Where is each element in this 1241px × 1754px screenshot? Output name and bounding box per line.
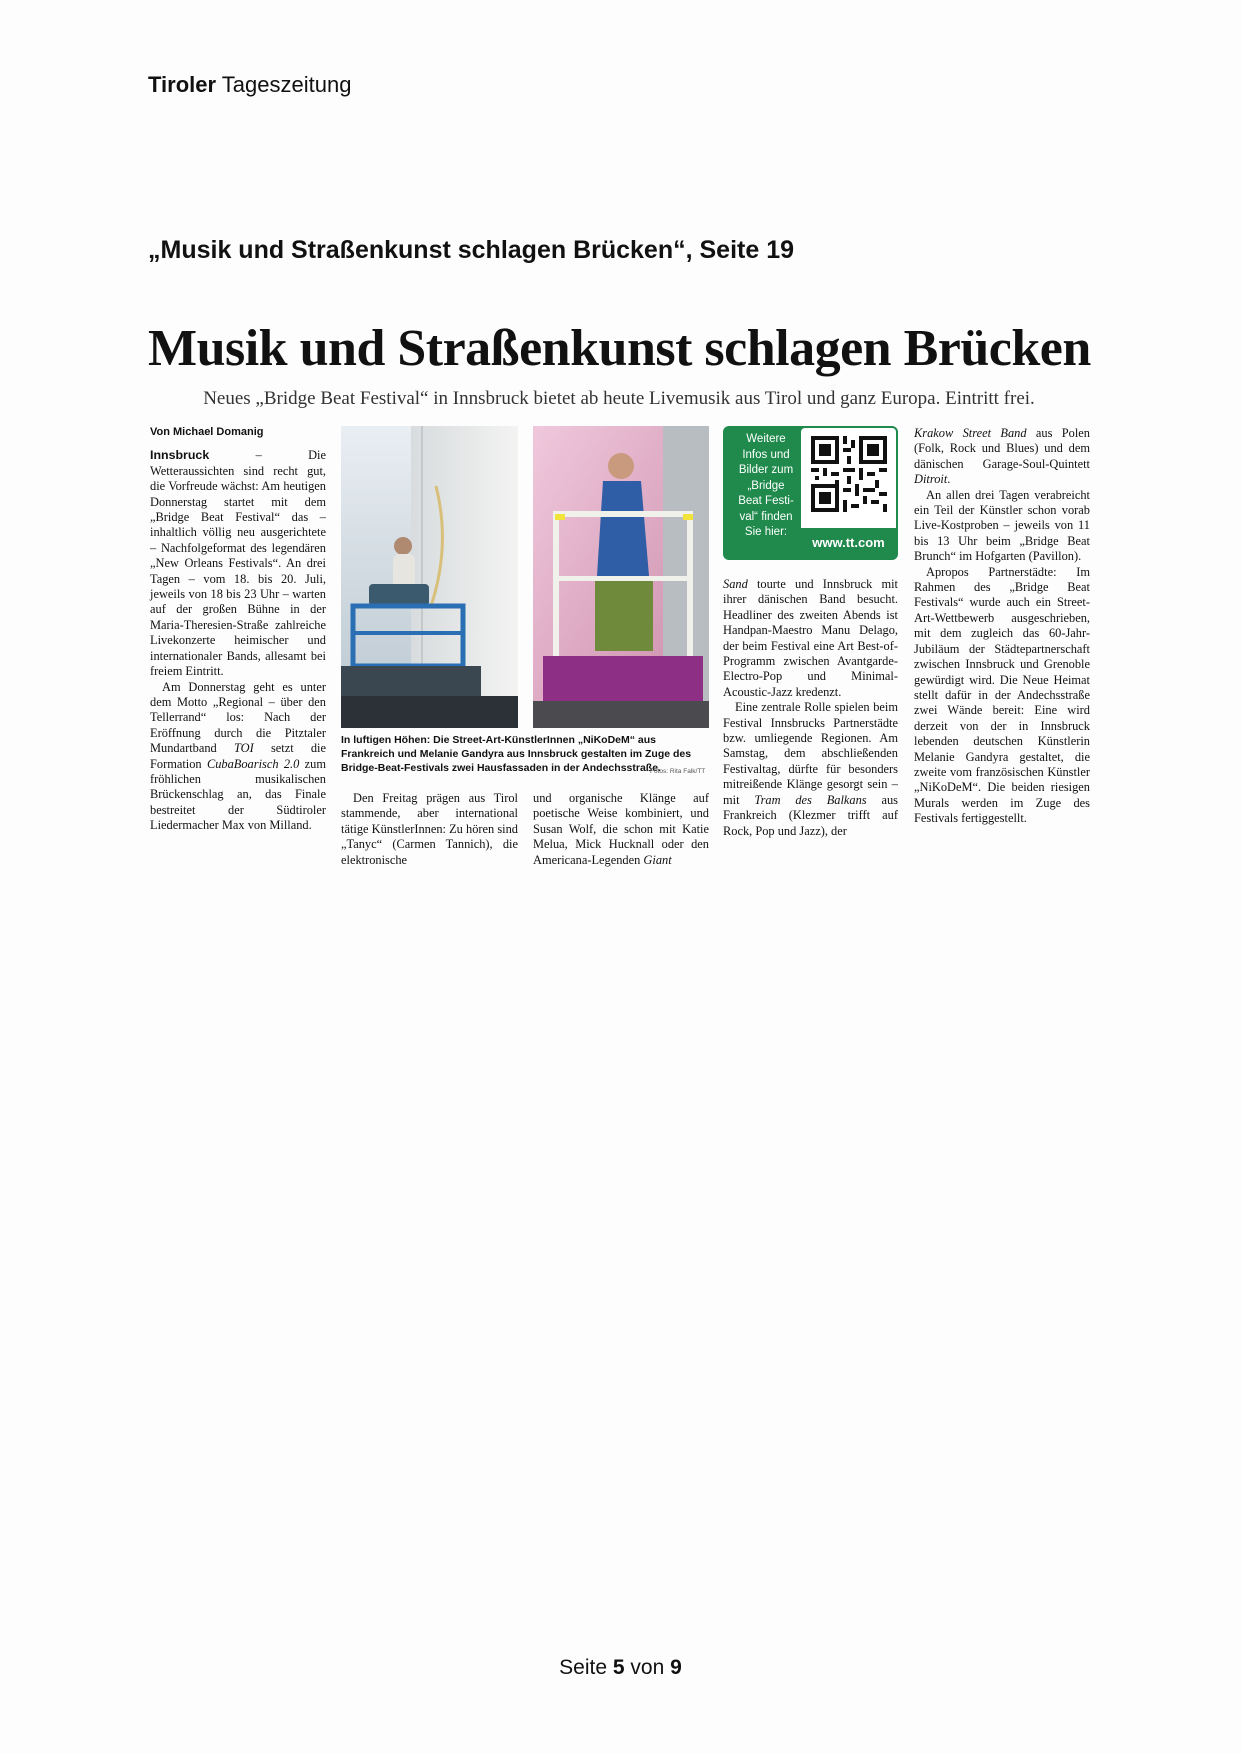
paragraph-text: aus Frankreich (Klezmer trifft auf Rock, Pop und Jazz), der [723, 792, 898, 838]
clipping-title: „Musik und Straßenkunst schlagen Brücken“, Seite 19 [148, 236, 795, 264]
paragraph-text: aus Polen (Folk, Rock und Blues) und dem dänischen Garage-Soul-Quintett [914, 426, 1090, 471]
article-column-1 [150, 425, 326, 834]
article-headline: Musik und Straßenkunst schlagen Brücken [148, 320, 1091, 377]
photo-artist-left [341, 426, 518, 728]
paragraph [150, 680, 326, 834]
total-page-count: 9 [670, 1656, 682, 1679]
paragraph-text: und organische Klänge auf poetische Weise kombiniert, und Susan Wolf, die schon mit Katie Melua, Mick Hucknall oder den Americana-Legenden [533, 791, 709, 867]
info-line: Weitere [746, 433, 786, 445]
photo-artist-right [533, 426, 709, 728]
paragraph [150, 448, 326, 679]
brand-rest: Tageszeitung [221, 72, 352, 97]
article-column-5 [914, 426, 1090, 827]
photo-caption: In luftigen Höhen: Die Street-Art-KünstlerInnen „NiKoDeM“ aus Frankreich und Melanie Gandyra aus Innsbruck gestalten im Zuge des Bridge-Beat-Festivals zwei Hausfassaden in der Andechsstraße. [341, 734, 692, 774]
photo-credit: Fotos: Rita Falk/TT [650, 768, 706, 775]
page-footer [0, 1656, 1241, 1680]
brand-bold: Tiroler [148, 72, 217, 97]
info-line: Bilder zum [738, 464, 794, 476]
paragraph [723, 577, 898, 700]
band-name: TOI [233, 741, 254, 756]
publication-header [148, 72, 351, 98]
qr-code-icon[interactable] [811, 436, 887, 512]
info-line: „Bridge [747, 479, 785, 492]
qr-code-box[interactable] [799, 426, 898, 560]
article-column-2 [341, 791, 518, 868]
footer-label: Seite [559, 1656, 608, 1679]
paragraph-text: – Die Wetteraussichten sind recht gut, die Vorfreude wächst: Am heutigen Donnerstag startet mit dem „Bridge Beat Festival“ das – inhaltlich völlig neu ausgerichtete – Nachfolgeformat des legendären „New Orleans Festivals“. An drei Tagen – vom 18. bis 20. Juli, jeweils von 18 bis 23 Uhr – warten auf der großen Bühne in der Maria-Theresien-Straße zahlreiche Livekonzerte heimischer und internationaler Bands, allesamt bei freiem Eintritt. [150, 448, 326, 679]
paragraph-text: Eine zentrale Rolle spielen beim Festival Innsbrucks Partnerstädte bzw. umliegende Regionen. Am Samstag, dem abschließenden Festivaltag, dürfte für besonders mitreißende Klänge gesorgt sein – mit [723, 700, 898, 807]
article-subheadline: Neues „Bridge Beat Festival“ in Innsbruck bietet ab heute Livemusik aus Tirol und ganz Europa. Eintritt frei. [203, 388, 1035, 409]
paragraph: An allen drei Tagen verabreicht ein Teil der Künstler schon vorab Live-Kostproben – jeweils von 11 bis 13 Uhr beim „Bridge Beat Brunch“ im Hofgarten (Pavillon). [914, 487, 1090, 564]
paragraph-text: zum fröhlichen musikalischen Brückenschlag an, das Finale bestreitet der Südtiroler Liedermacher Max von Milland. [150, 756, 326, 833]
band-name: Tram des Balkans [754, 792, 867, 807]
byline: Von Michael Domanig [150, 426, 264, 438]
paragraph: Apropos Partnerstädte: Im Rahmen des „Bridge Beat Festivals“ wurde auch ein Street-Art-Wettbewerb ausgeschrieben, mit dem zugleich das 60-Jahr-Jubiläum der Städtepartnerschaft zwischen Innsbruck und Grenoble gewürdigt wird. Die Neue Heimat stellt dafür in der Andechsstraße zwei Wände bereit: Eine wird derzeit von der in Innsbruck lebenden deutschen Künstlerin Melanie Gandyra gestaltet, die zweite vom französischen Künstler „NiKoDeM“. Die beiden riesigen Murals werden im Zuge des Festivals fertiggestellt. [914, 564, 1090, 826]
info-line: Beat Festi- [738, 495, 794, 507]
band-name: Ditroit [914, 472, 948, 487]
paragraph [723, 700, 898, 839]
info-line: Infos und [742, 448, 790, 461]
article-column-3 [533, 791, 709, 868]
footer-label: von [630, 1656, 665, 1679]
info-box [723, 426, 809, 560]
info-line: Sie hier: [744, 526, 788, 538]
website-link[interactable]: www.tt.com [801, 528, 896, 558]
band-name: CubaBoarisch 2.0 [206, 756, 300, 771]
paragraph-text: Am Donnerstag geht es unter dem Motto „Regional – über den Tellerrand“ los: Nach der Eröffnung durch die Pitztaler Mundartband [150, 679, 326, 756]
paragraph: Den Freitag prägen aus Tirol stammende, aber international tätige KünstlerInnen: Zu hören sind „Tanyc“ (Carmen Tannich), die elektronische [341, 791, 518, 867]
info-line: val“ finden [739, 510, 793, 523]
paragraph [533, 791, 709, 868]
band-name: Sand [723, 577, 748, 591]
band-name: Krakow Street Band [914, 426, 1027, 440]
paragraph-text: setzt die Formation [150, 741, 327, 771]
paragraph [914, 426, 1090, 488]
paragraph-text: tourte und Innsbruck mit ihrer dänischen Band besucht. Headliner des zweiten Abends ist Handpan-Maestro Manu Delago, der beim Festival eine Art Best-of-Programm zwischen Avantgarde-Electro-Pop und Minimal-Acoustic-Jazz kredenzt. [723, 577, 898, 699]
current-page-number: 5 [612, 1656, 625, 1679]
article-column-4 [723, 577, 898, 839]
band-name: Giant [643, 852, 672, 867]
dateline: Innsbruck [150, 448, 210, 463]
article-clipping [148, 318, 1090, 878]
paragraph-text: . [947, 472, 951, 487]
